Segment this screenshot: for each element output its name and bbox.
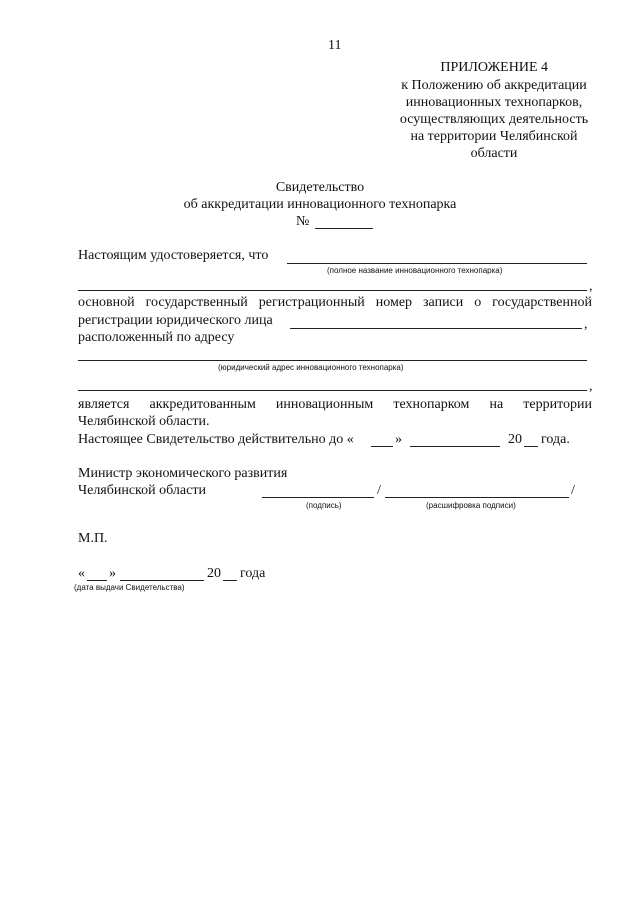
- technopark-name-blank: [287, 263, 587, 264]
- accredited-word-6: территории: [523, 397, 592, 412]
- hint-technopark-name: (полное название инновационного технопарка): [327, 266, 503, 275]
- address-blank: [78, 360, 587, 361]
- region-text: Челябинской области.: [78, 414, 210, 429]
- ogrn-word-7: государственной: [492, 295, 592, 310]
- located-text: расположенный по адресу: [78, 330, 235, 345]
- minister-line-2: Челябинской области: [78, 483, 206, 498]
- certify-text: Настоящим удостоверяется, что: [78, 248, 269, 263]
- issue-day-blank: [87, 580, 107, 581]
- valid-year-prefix: 20: [508, 432, 522, 447]
- issue-month-blank: [120, 580, 204, 581]
- accredited-word-3: инновационным: [275, 397, 374, 412]
- valid-year-suffix: года.: [541, 432, 570, 447]
- accredited-word-5: на: [489, 397, 504, 412]
- accredited-word-2: аккредитованным: [149, 397, 256, 412]
- ogrn-word-5: записи: [423, 295, 464, 310]
- stamp-label: М.П.: [78, 531, 108, 546]
- page-number: 11: [328, 38, 342, 53]
- appendix-line-4: на территории Челябинской: [410, 129, 578, 144]
- ogrn-word-2: государственный: [145, 295, 248, 310]
- appendix-title: ПРИЛОЖЕНИЕ 4: [440, 60, 548, 75]
- signature-blank: [262, 497, 374, 498]
- ogrn-line: [78, 295, 592, 311]
- ogrn-word-3: регистрационный: [258, 295, 365, 310]
- address-blank-2: [78, 390, 587, 391]
- appendix-line-3: осуществляющих деятельность: [399, 112, 589, 127]
- ogrn-word-4: номер: [375, 295, 413, 310]
- hint-issue-date: (дата выдачи Свидетельства): [74, 583, 185, 592]
- issue-quote-open: «: [78, 566, 85, 581]
- valid-year-blank: [524, 446, 538, 447]
- doc-title-line-2: об аккредитации инновационного технопарка: [183, 197, 457, 212]
- doc-title-line-1: Свидетельство: [275, 180, 365, 195]
- valid-day-blank: [371, 446, 393, 447]
- valid-quote-close: »: [395, 432, 402, 447]
- appendix-line-2: инновационных технопарков,: [405, 95, 583, 110]
- doc-number-label: №: [296, 214, 310, 229]
- ogrn-word-1: основной: [78, 295, 135, 310]
- hint-address: (юридический адрес инновационного технопарка): [218, 363, 404, 372]
- issue-year-blank: [223, 580, 237, 581]
- signature-slash-1: /: [377, 483, 381, 498]
- signature-slash-2: /: [571, 483, 575, 498]
- comma-2: ,: [584, 317, 588, 332]
- appendix-line-1: к Положению об аккредитации: [401, 78, 587, 93]
- hint-signature: (подпись): [306, 501, 342, 510]
- accredited-word-4: технопарком: [393, 397, 470, 412]
- valid-until-text: Настоящее Свидетельство действительно до «: [78, 432, 354, 447]
- minister-line-1: Министр экономического развития: [78, 466, 288, 481]
- issue-quote-close: »: [109, 566, 116, 581]
- accredited-word-1: является: [78, 397, 130, 412]
- appendix-line-5: области: [470, 146, 518, 161]
- ogrn-word-6: о: [474, 295, 482, 310]
- comma-1: ,: [589, 279, 593, 294]
- valid-month-blank: [410, 446, 500, 447]
- issue-year-suffix: года: [240, 566, 266, 581]
- ogrn-blank: [290, 328, 582, 329]
- registration-text: регистрации юридического лица: [78, 313, 273, 328]
- technopark-name-blank-2: [78, 290, 587, 291]
- issue-year-prefix: 20: [207, 566, 221, 581]
- signature-decode-blank: [385, 497, 569, 498]
- doc-number-blank: [315, 228, 373, 229]
- comma-3: ,: [589, 379, 593, 394]
- hint-signature-decode: (расшифровка подписи): [426, 501, 516, 510]
- accredited-line: [78, 397, 592, 413]
